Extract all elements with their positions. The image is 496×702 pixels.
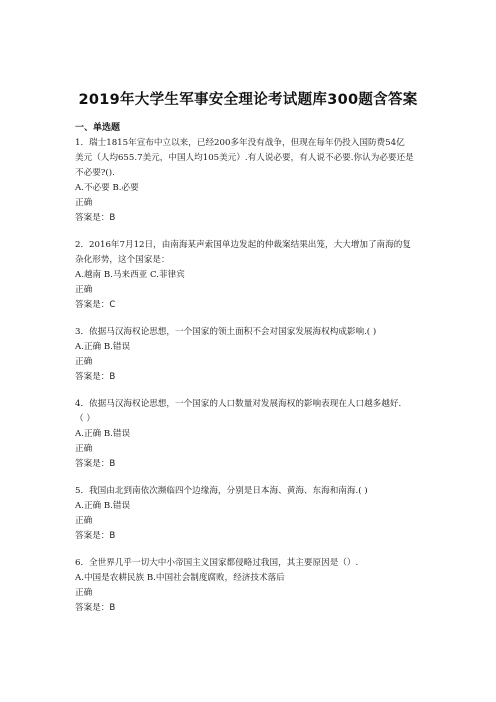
question-options: A.正确 B.错误 xyxy=(75,501,131,511)
question-text-continued: 美元（人均655.7美元，中国人均105美元）.有人说必要，有人说不必要.你认为必要还是 xyxy=(75,153,414,163)
question-text: 6．全世界几乎一切大中小帝国主义国家都侵略过我国，其主要原因是（）. xyxy=(75,558,359,568)
question-text-continued: 不必要?(). xyxy=(75,168,115,178)
question-text-continued: （ ） xyxy=(75,414,95,424)
question-item xyxy=(75,325,425,385)
question-list xyxy=(75,136,425,616)
question-answer: 答案是：B xyxy=(75,372,116,382)
question-options: A.中国是农耕民族 B.中国社会制度腐败，经济技术落后 xyxy=(75,573,285,583)
question-status: 正确 xyxy=(75,588,93,598)
question-item xyxy=(75,397,425,472)
question-options: A.不必要 B.必要 xyxy=(75,183,139,193)
question-item xyxy=(75,136,425,226)
document-body xyxy=(75,121,425,616)
question-text: 3．依据马汉海权论思想，一个国家的领土面积不会对国家发展海权构成影响.( ) xyxy=(75,327,377,337)
question-status: 正确 xyxy=(75,285,93,295)
question-text: 5．我国由北到南依次濒临四个边缘海，分别是日本海、黄海、东海和南海.( ) xyxy=(75,486,368,496)
section-heading: 一、单选题 xyxy=(75,123,121,133)
question-item xyxy=(75,484,425,544)
question-status: 正确 xyxy=(75,516,93,526)
question-text: 4．依据马汉海权论思想，一个国家的人口数量对发展海权的影响表现在人口越多越好． xyxy=(75,399,408,409)
question-item xyxy=(75,556,425,616)
question-options: A.正确 B.错误 xyxy=(75,429,131,439)
question-answer: 答案是：B xyxy=(75,603,116,613)
document-title: 2019年大学生军事安全理论考试题库300题含答案 xyxy=(78,92,418,108)
question-text-continued: 杂化形势，这个国家是： xyxy=(75,255,170,265)
question-answer: 答案是：B xyxy=(75,531,116,541)
question-text: 2．2016年7月12日，由南海某声索国单边发起的仲裁案结果出笼，大大增加了南海的复 xyxy=(75,240,411,250)
question-options: A.越南 B.马来西亚 C.菲律宾 xyxy=(75,270,185,280)
question-text: 1．瑞士1815年宣布中立以来，已经200多年没有战争，但现在每年仍投入国防费54亿 xyxy=(75,138,405,148)
question-status: 正确 xyxy=(75,198,93,208)
question-status: 正确 xyxy=(75,357,93,367)
question-item xyxy=(75,238,425,313)
question-answer: 答案是：B xyxy=(75,213,116,223)
question-answer: 答案是：C xyxy=(75,300,116,310)
question-options: A.正确 B.错误 xyxy=(75,342,131,352)
question-answer: 答案是：B xyxy=(75,459,116,469)
question-status: 正确 xyxy=(75,444,93,454)
